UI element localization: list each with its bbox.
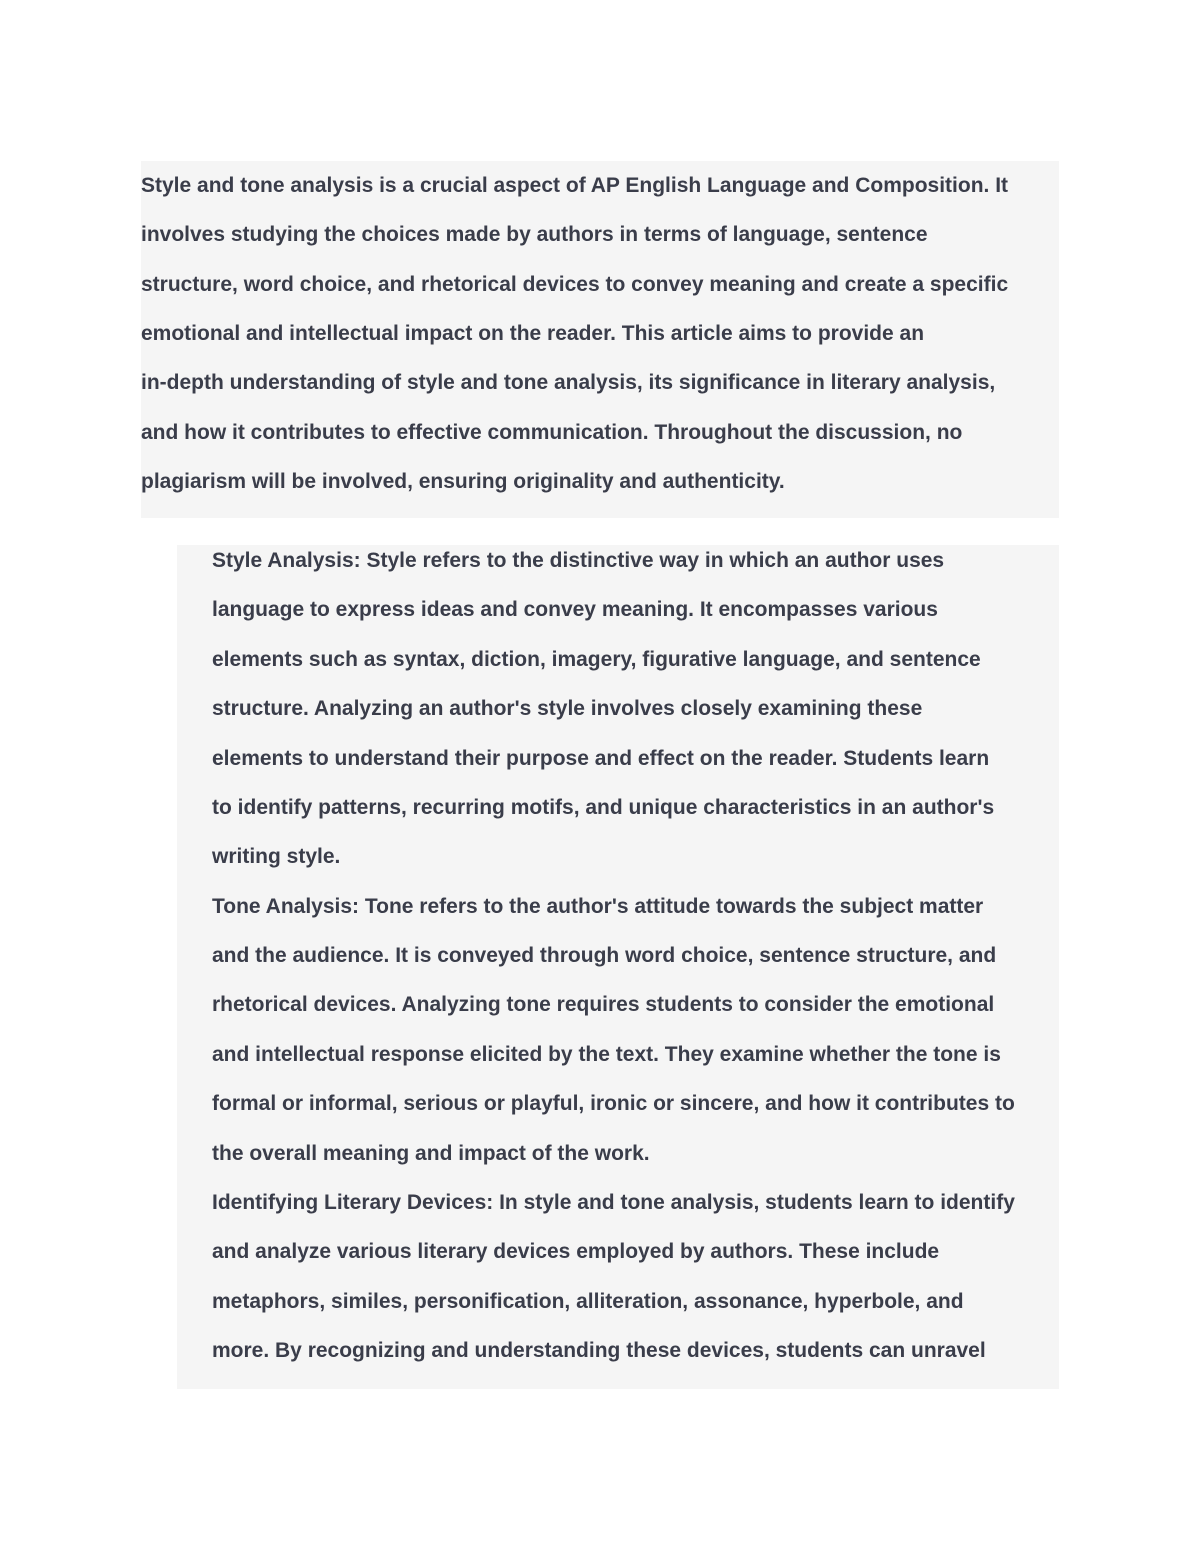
list-line: to identify patterns, recurring motifs, and unique characteristics in an author's <box>212 796 995 819</box>
intro-line: in-depth understanding of style and tone analysis, its significance in literary analysis, <box>141 371 996 394</box>
list-line: Tone Analysis: Tone refers to the author's attitude towards the subject matter <box>212 895 984 918</box>
list-line: metaphors, similes, personification, alliteration, assonance, hyperbole, and <box>212 1290 964 1313</box>
list-line: Style Analysis: Style refers to the distinctive way in which an author uses <box>212 549 945 572</box>
list-line: rhetorical devices. Analyzing tone requires students to consider the emotional <box>212 993 995 1016</box>
list-line: the overall meaning and impact of the work. <box>212 1142 650 1165</box>
intro-line: involves studying the choices made by authors in terms of language, sentence <box>141 223 928 246</box>
list-line: Identifying Literary Devices: In style and tone analysis, students learn to identify <box>212 1191 1015 1214</box>
intro-line: structure, word choice, and rhetorical devices to convey meaning and create a specific <box>141 273 1009 296</box>
list-line: writing style. <box>212 845 341 868</box>
list-line: structure. Analyzing an author's style involves closely examining these <box>212 697 923 720</box>
list-line: and analyze various literary devices employed by authors. These include <box>212 1240 940 1263</box>
list-line: and the audience. It is conveyed through word choice, sentence structure, and <box>212 944 997 967</box>
list-line: language to express ideas and convey meaning. It encompasses various <box>212 598 938 621</box>
list-line: and intellectual response elicited by the text. They examine whether the tone is <box>212 1043 1001 1066</box>
intro-line: emotional and intellectual impact on the reader. This article aims to provide an <box>141 322 925 345</box>
list-line: more. By recognizing and understanding these devices, students can unravel <box>212 1339 986 1362</box>
list-line: elements to understand their purpose and effect on the reader. Students learn <box>212 747 990 770</box>
analysis-list <box>177 545 1059 1389</box>
intro-line: Style and tone analysis is a crucial aspect of AP English Language and Composition. It <box>141 174 1009 197</box>
intro-paragraph <box>141 161 1059 518</box>
list-line: formal or informal, serious or playful, ironic or sincere, and how it contributes to <box>212 1092 1015 1115</box>
list-line: elements such as syntax, diction, imagery, figurative language, and sentence <box>212 648 981 671</box>
intro-line: and how it contributes to effective communication. Throughout the discussion, no <box>141 421 963 444</box>
intro-line: plagiarism will be involved, ensuring originality and authenticity. <box>141 470 785 493</box>
